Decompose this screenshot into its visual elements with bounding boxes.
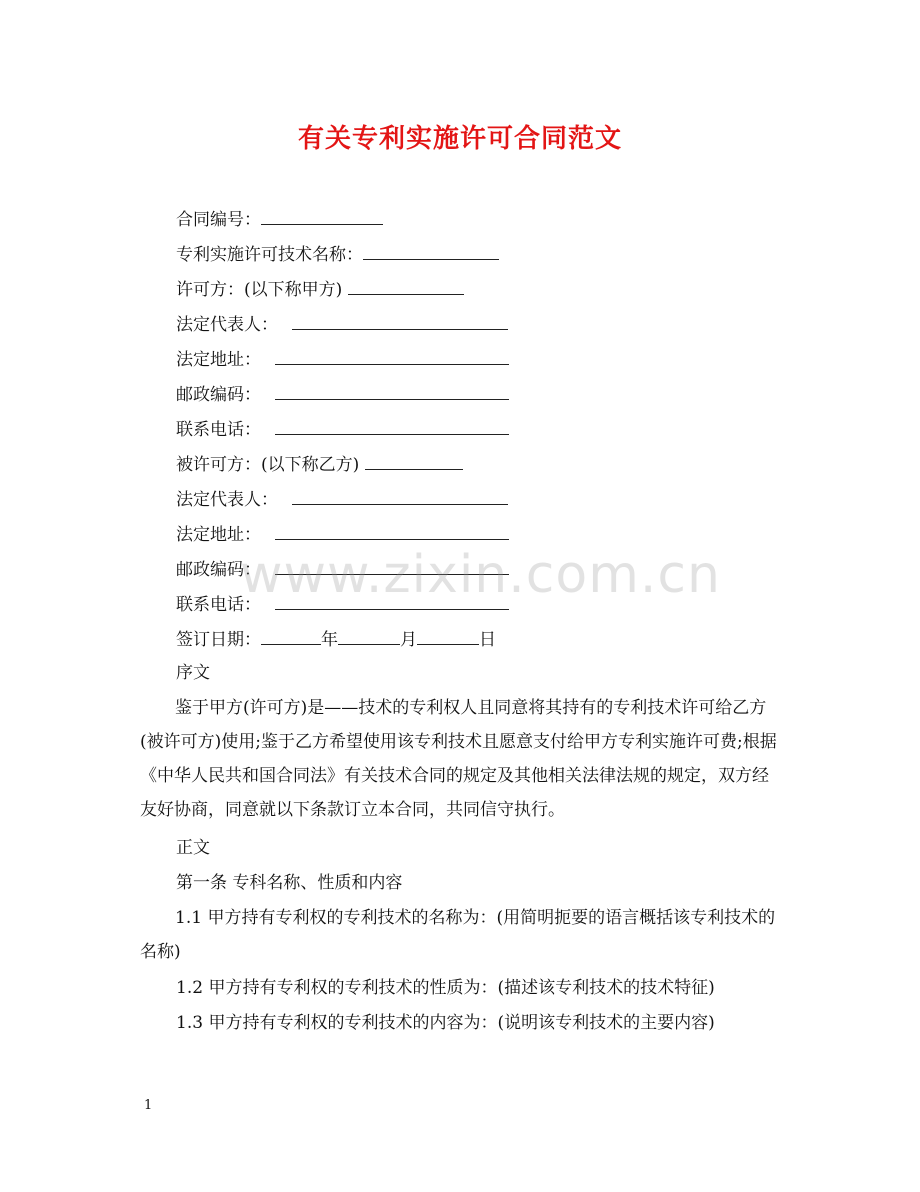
- sign-date-label: 签订日期：: [176, 630, 261, 650]
- licensee-label: 被许可方：(以下称乙方): [176, 455, 360, 475]
- party-a-zip-blank: [275, 381, 509, 400]
- party-b-address-blank: [275, 521, 509, 540]
- clause-1-1: 1.1 甲方持有专利权的专利技术的名称为：(用简明扼要的语言概括该专利技术的名称): [140, 908, 776, 962]
- party-b-rep-label: 法定代表人：: [176, 490, 278, 510]
- clause-1-2: 1.2 甲方持有专利权的专利技术的性质为：(描述该专利技术的技术特征): [176, 978, 715, 998]
- day-label: 日: [479, 630, 496, 650]
- party-a-rep-blank: [292, 311, 508, 330]
- tech-name-label: 专利实施许可技术名称：: [176, 245, 363, 265]
- article-1-heading: 第一条 专科名称、性质和内容: [176, 873, 403, 893]
- contract-number-line: [176, 206, 383, 232]
- licensor-label: 许可方：(以下称甲方): [176, 280, 343, 300]
- party-b-phone-line: [176, 591, 509, 617]
- month-blank: [338, 626, 400, 645]
- party-a-phone-blank: [275, 416, 509, 435]
- party-a-rep-line: [176, 311, 508, 337]
- contract-number-label: 合同编号：: [176, 210, 261, 230]
- party-a-address-label: 法定地址：: [176, 350, 261, 370]
- party-a-zip-label: 邮政编码：: [176, 385, 261, 405]
- party-a-phone-label: 联系电话：: [176, 420, 261, 440]
- preface-heading: 序文: [176, 663, 210, 683]
- licensee-blank: [365, 451, 463, 470]
- sign-date-line: [176, 626, 496, 652]
- party-b-address-label: 法定地址：: [176, 525, 261, 545]
- month-label: 月: [400, 630, 417, 650]
- party-b-rep-blank: [292, 486, 508, 505]
- party-b-phone-blank: [275, 591, 509, 610]
- body-heading: 正文: [176, 838, 210, 858]
- party-b-address-line: [176, 521, 509, 547]
- day-blank: [417, 626, 479, 645]
- party-b-phone-label: 联系电话：: [176, 595, 261, 615]
- party-b-zip-label: 邮政编码：: [176, 560, 261, 580]
- licensee-line: [176, 451, 463, 477]
- tech-name-line: [176, 241, 499, 267]
- page-number: 1: [144, 1098, 153, 1113]
- party-a-phone-line: [176, 416, 509, 442]
- party-b-zip-blank: [275, 556, 509, 575]
- party-b-zip-line: [176, 556, 509, 582]
- licensor-line: [176, 276, 464, 302]
- party-a-address-line: [176, 346, 509, 372]
- party-b-rep-line: [176, 486, 508, 512]
- year-blank: [261, 626, 321, 645]
- contract-number-blank: [261, 206, 383, 225]
- party-a-zip-line: [176, 381, 509, 407]
- document-title: 有关专利实施许可合同范文: [297, 124, 622, 154]
- tech-name-blank: [363, 241, 499, 260]
- preface-paragraph: 鉴于甲方(许可方)是——技术的专利权人且同意将其持有的专利技术许可给乙方(被许可方)使用;鉴于乙方希望使用该专利技术且愿意支付给甲方专利实施许可费;根据《中华人民共和国合同法》有关技术合同的规定及其他相关法律法规的规定，双方经友好协商，同意就以下条款订立本合同，共同信守执行。: [140, 698, 777, 820]
- watermark: www.zixin.com.cn: [240, 545, 721, 605]
- party-a-rep-label: 法定代表人：: [176, 315, 278, 335]
- clause-1-3: 1.3 甲方持有专利权的专利技术的内容为：(说明该专利技术的主要内容): [176, 1013, 715, 1033]
- party-a-address-blank: [275, 346, 509, 365]
- year-label: 年: [321, 630, 338, 650]
- licensor-blank: [348, 276, 464, 295]
